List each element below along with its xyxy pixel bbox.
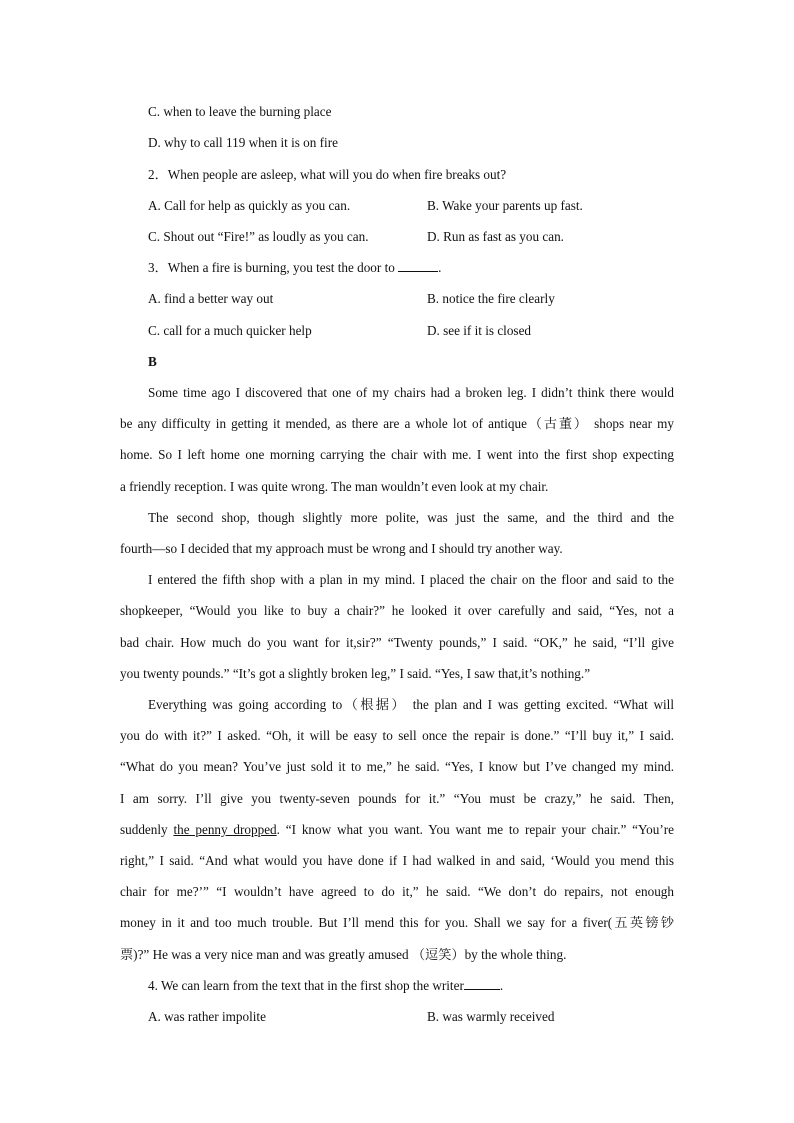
line5-end: . “I know what you want. You want me to repair your chair.” “You’re	[276, 822, 674, 837]
answer-blank	[398, 260, 438, 272]
q2-option-d: D. Run as fast as you can.	[427, 229, 564, 244]
q3-stem-end: .	[438, 260, 442, 275]
passage-p2-line1: The second shop, though slightly more polite, was just the same, and the third and the	[148, 510, 674, 525]
passage-p4-line5	[120, 822, 674, 838]
section-b-heading: B	[148, 354, 157, 369]
passage-p1-line3: home. So I left home one morning carrying the chair with me. I went into the first shop expecting	[120, 447, 674, 462]
passage-p4-line2: you do with it?” I asked. “Oh, it will be easy to sell once the repair is done.” “I’ll buy it,” I said.	[120, 728, 674, 743]
passage-p4-line1: Everything was going according to（根据） the plan and I was getting excited. “What will	[148, 697, 674, 712]
underlined-phrase: the penny dropped	[173, 822, 277, 837]
q3-stem	[148, 260, 441, 276]
passage-p3-line3: bad chair. How much do you want for it,sir?” “Twenty pounds,” I said. “OK,” he said, “I’ll give	[120, 635, 674, 650]
q4-stem-text: 4. We can learn from the text that in the first shop the writer	[148, 978, 464, 993]
q1-option-d: D. why to call 119 when it is on fire	[148, 135, 338, 150]
q2-option-c: C. Shout out “Fire!” as loudly as you can.	[148, 229, 369, 244]
passage-p4-line9: 票)?” He was a very nice man and was greatly amused （逗笑）by the whole thing.	[120, 947, 567, 962]
passage-p3-line4: you twenty pounds.” “It’s got a slightly broken leg,” I said. “Yes, I saw that,it’s nothing.”	[120, 666, 591, 681]
q4-stem-end: .	[499, 978, 504, 993]
answer-blank	[464, 978, 500, 990]
q3-option-c: C. call for a much quicker help	[148, 323, 312, 338]
passage-p4-line6: right,” I said. “And what would you have done if I had walked in and said, ‘Would you mend this	[120, 853, 674, 868]
passage-p4-line7: chair for me?’” “I wouldn’t have agreed to do it,” he said. “We don’t do repairs, not enough	[120, 884, 674, 899]
passage-p1-line4: a friendly reception. I was quite wrong. The man wouldn’t even look at my chair.	[120, 479, 549, 494]
q3-option-a: A. find a better way out	[148, 291, 274, 306]
q4-option-a: A. was rather impolite	[148, 1009, 266, 1024]
q2-stem: 2．When people are asleep, what will you do when fire breaks out?	[148, 167, 507, 182]
q4-option-b: B. was warmly received	[427, 1009, 555, 1024]
q2-option-a: A. Call for help as quickly as you can.	[148, 198, 351, 213]
passage-p3-line1: I entered the fifth shop with a plan in my mind. I placed the chair on the floor and said to the	[148, 572, 674, 587]
passage-p4-line4: I am sorry. I’ll give you twenty-seven pounds for it.” “You must be crazy,” he said. Then,	[120, 791, 674, 806]
passage-p4-line3: “What do you mean? You’ve just sold it to me,” he said. “Yes, I know but I’ve changed my mind.	[120, 759, 674, 774]
line5-start: suddenly	[120, 822, 174, 837]
passage-p3-line2: shopkeeper, “Would you like to buy a chair?” he looked it over carefully and said, “Yes, not a	[120, 603, 674, 618]
q2-option-b: B. Wake your parents up fast.	[427, 198, 583, 213]
q1-option-c: C. when to leave the burning place	[148, 104, 332, 119]
passage-p1-line2: be any difficulty in getting it mended, as there are a whole lot of antique（古董） shops near my	[120, 416, 674, 431]
q3-option-b: B. notice the fire clearly	[427, 291, 555, 306]
q4-stem	[148, 978, 503, 994]
q3-option-d: D. see if it is closed	[427, 323, 532, 338]
passage-p2-line2: fourth—so I decided that my approach must be wrong and I should try another way.	[120, 541, 563, 556]
passage-p4-line8: money in it and too much trouble. But I’ll mend this for you. Shall we say for a fiver(五英镑钞	[120, 915, 674, 930]
passage-p1-line1: Some time ago I discovered that one of my chairs had a broken leg. I didn’t think there would	[148, 385, 674, 400]
q3-stem-text: 3．When a fire is burning, you test the door to	[148, 260, 395, 275]
